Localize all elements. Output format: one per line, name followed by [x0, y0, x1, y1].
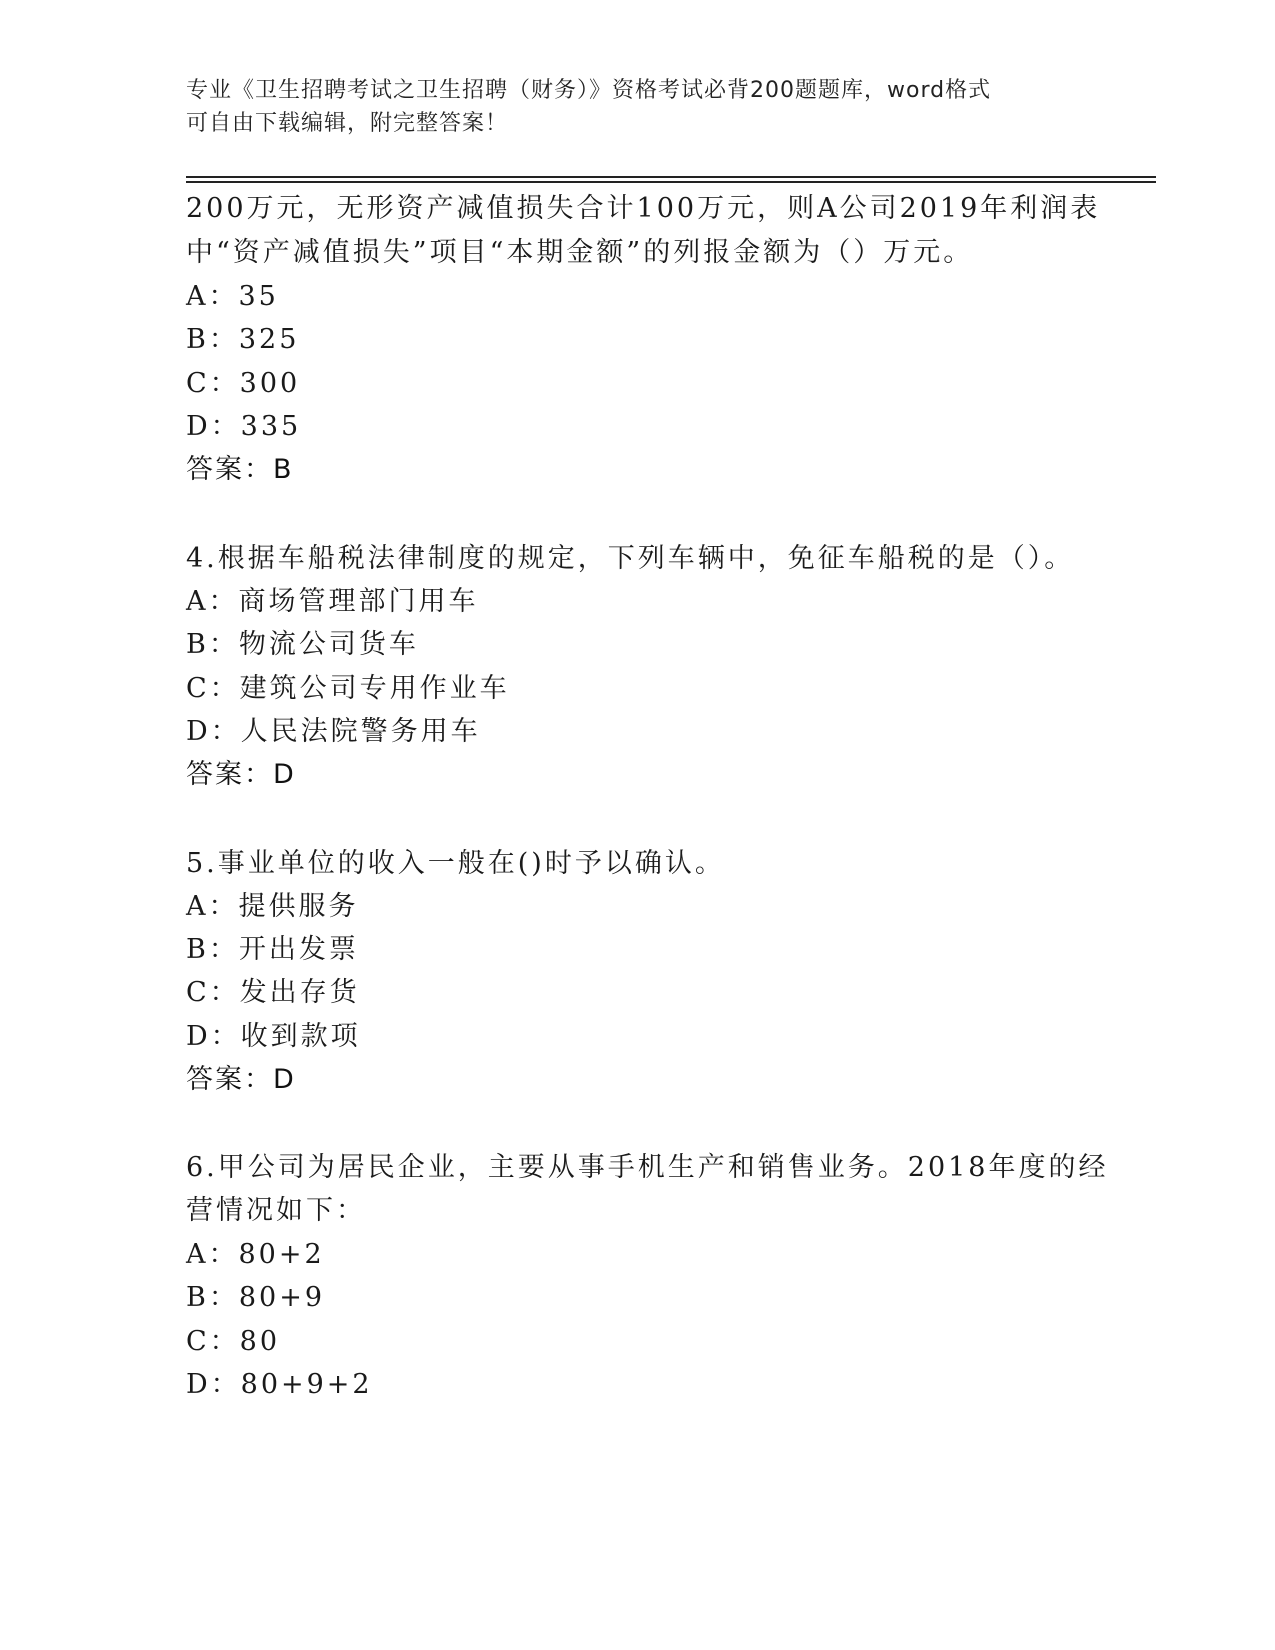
question-5-answer: 答案：D: [186, 1064, 296, 1095]
question-3-option-a: A：35: [186, 281, 279, 312]
header-title-line-2: 可自由下载编辑，附完整答案！: [186, 111, 509, 136]
question-5-option-c: C：发出存货: [186, 977, 360, 1008]
question-3-text-line-2: 中“资产减值损失”项目“本期金额”的列报金额为（）万元。: [186, 237, 974, 268]
question-3-text-line-1: 200万元，无形资产减值损失合计100万元，则A公司2019年利润表: [186, 193, 1101, 224]
question-6-text-line-1: 6.甲公司为居民企业，主要从事手机生产和销售业务。2018年度的经: [186, 1152, 1109, 1183]
question-5-option-b: B：开出发票: [186, 934, 359, 965]
question-4-answer: 答案：D: [186, 759, 296, 790]
question-3-option-c: C：300: [186, 368, 301, 399]
question-5-option-a: A：提供服务: [186, 891, 359, 922]
header-divider-top: [186, 176, 1156, 178]
question-6-option-b: B：80+9: [186, 1282, 325, 1313]
question-3-option-b: B：325: [186, 324, 300, 355]
question-4-option-c: C：建筑公司专用作业车: [186, 673, 510, 704]
question-4-option-a: A：商场管理部门用车: [186, 586, 479, 617]
question-6-text-line-2: 营情况如下：: [186, 1195, 366, 1226]
document-header: [186, 74, 1066, 140]
question-3-option-d: D：335: [186, 411, 302, 442]
question-3-answer: 答案：B: [186, 454, 294, 485]
question-5-text: 5.事业单位的收入一般在()时予以确认。: [186, 848, 725, 879]
question-4-option-d: D：人民法院警务用车: [186, 716, 481, 747]
question-6-option-d: D：80+9+2: [186, 1369, 373, 1400]
question-6-option-a: A：80+2: [186, 1239, 325, 1270]
header-divider-bottom: [186, 181, 1156, 183]
question-4-text: 4.根据车船税法律制度的规定，下列车辆中，免征车船税的是（）。: [186, 543, 1075, 574]
question-6-option-c: C：80: [186, 1326, 281, 1357]
question-4-option-b: B：物流公司货车: [186, 629, 419, 660]
question-5-option-d: D：收到款项: [186, 1021, 361, 1052]
header-title-line-1: 专业《卫生招聘考试之卫生招聘（财务）》资格考试必背200题题库，word格式: [186, 78, 992, 103]
